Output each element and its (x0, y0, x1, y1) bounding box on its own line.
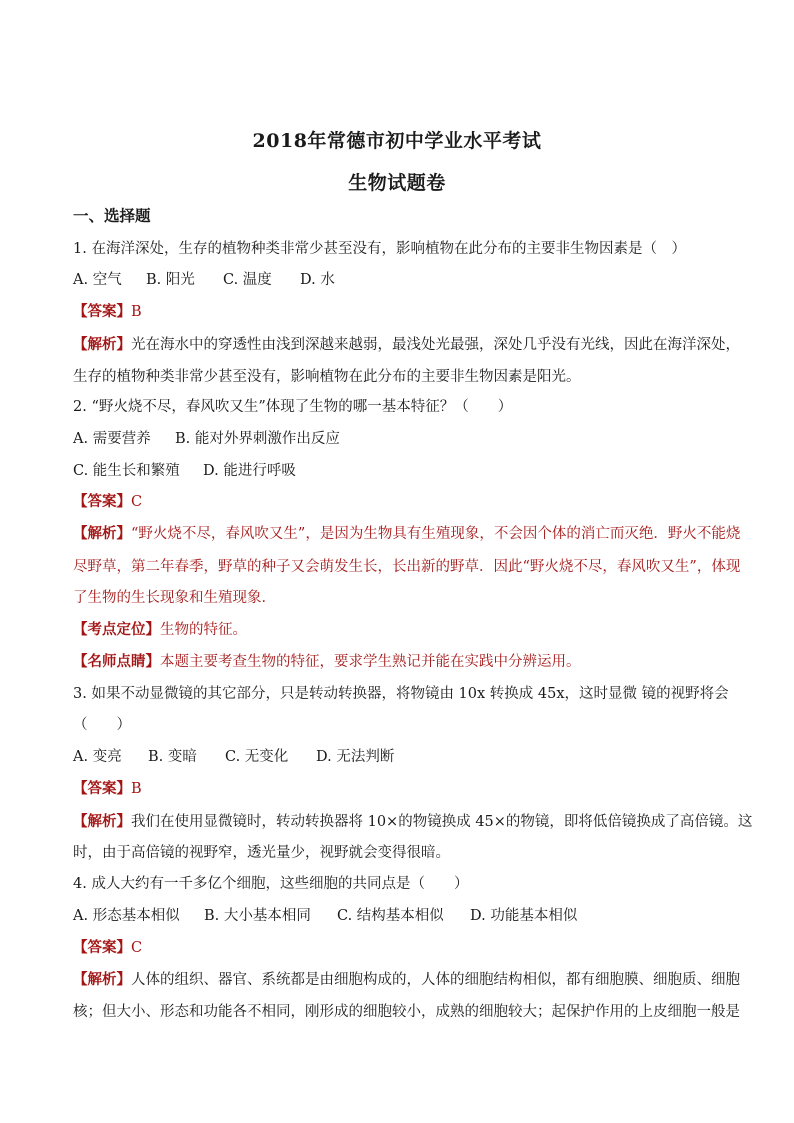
q1-option-c: C. 温度 (223, 272, 272, 288)
q3-options (73, 747, 733, 767)
q2-option-c: C. 能生长和繁殖 (73, 463, 180, 479)
q3-stem-line-1: 3. 如果不动显微镜的其它部分，只是转动转换器，将物镜由 10x 转换成 45x，这时显微 镜的视野将会 (73, 686, 729, 702)
q1-option-d: D. 水 (300, 272, 335, 288)
q2-mingshi (73, 652, 733, 672)
q2-stem: 2. “野火烧不尽，春风吹又生”体现了生物的哪一基本特征？（ ） (73, 399, 513, 415)
q3-option-a: A. 变亮 (73, 749, 122, 765)
q1-option-b: B. 阳光 (146, 272, 195, 288)
q3-option-b: B. 变暗 (148, 749, 197, 765)
q4-analysis-text-1: 人体的组织、器官、系统都是由细胞构成的，人体的细胞结构相似，都有细胞膜、细胞质、细胞 (131, 972, 740, 988)
q2-kaodian-text: 生物的特征。 (160, 622, 247, 638)
answer-label: 【答案】 (73, 303, 131, 320)
q2-analysis-line-3: 了生物的生长现象和生殖现象． (73, 590, 276, 606)
q2-options-row-2 (73, 461, 733, 481)
q3-analysis-text-1: 我们在使用显微镜时，转动转换器将 10×的物镜换成 45×的物镜，即将低倍镜换成了高倍镜。这 (131, 814, 753, 830)
q2-answer-value: C (131, 494, 143, 510)
q4-option-d: D. 功能基本相似 (470, 908, 578, 924)
q3-answer-value: B (131, 781, 142, 797)
q1-options (73, 270, 733, 290)
q2-answer (73, 492, 733, 512)
q2-analysis-text-1: “野火烧不尽，春风吹又生”，是因为生物具有生殖现象，不会因个体的消亡而灭绝．野火不能烧 (131, 526, 741, 542)
q4-analysis-line-1 (73, 970, 740, 990)
kaodian-label: 【考点定位】 (73, 621, 160, 638)
q4-answer (73, 938, 733, 958)
q2-option-b: B. 能对外界刺激作出反应 (175, 431, 340, 447)
q2-analysis-line-1 (73, 524, 741, 544)
page-title: 2018年常德市初中学业水平考试 (252, 130, 542, 152)
q4-options (73, 906, 733, 926)
page-subtitle: 生物试题卷 (348, 172, 446, 194)
mingshi-label: 【名师点睛】 (73, 653, 160, 670)
q1-answer (73, 302, 733, 322)
answer-label: 【答案】 (73, 493, 131, 510)
q3-option-d: D. 无法判断 (316, 749, 395, 765)
q1-analysis-text-1: 光在海水中的穿透性由浅到深越来越弱，最浅处光最强，深处几乎没有光线，因此在海洋深处， (131, 337, 740, 353)
q4-option-c: C. 结构基本相似 (337, 908, 444, 924)
q1-answer-value: B (131, 304, 142, 320)
q3-option-c: C. 无变化 (225, 749, 289, 765)
q4-option-a: A. 形态基本相似 (73, 908, 180, 924)
analysis-label: 【解析】 (73, 971, 131, 988)
q4-answer-value: C (131, 940, 143, 956)
q3-answer (73, 779, 733, 799)
analysis-label: 【解析】 (73, 336, 131, 353)
analysis-label: 【解析】 (73, 813, 131, 830)
q4-analysis-line-2: 核；但大小、形态和功能各不相同，刚形成的细胞较小，成熟的细胞较大；起保护作用的上皮细胞一般是 (73, 1004, 740, 1020)
q1-option-a: A. 空气 (73, 272, 122, 288)
q3-analysis-line-2: 时，由于高倍镜的视野窄，透光量少，视野就会变得很暗。 (73, 845, 450, 861)
q2-option-d: D. 能进行呼吸 (203, 463, 296, 479)
q2-analysis-line-2: 尽野草，第二年春季，野草的种子又会萌发生长，长出新的野草．因此“野火烧不尽，春风吹又生”，体现 (73, 559, 741, 575)
q1-analysis-line-2: 生存的植物种类非常少甚至没有，影响植物在此分布的主要非生物因素是阳光。 (73, 369, 581, 385)
answer-label: 【答案】 (73, 780, 131, 797)
q4-stem: 4. 成人大约有一千多亿个细胞，这些细胞的共同点是（ ） (73, 876, 469, 892)
q4-option-b: B. 大小基本相同 (204, 908, 311, 924)
answer-label: 【答案】 (73, 939, 131, 956)
q3-analysis-line-1 (73, 812, 753, 832)
q2-kaodian (73, 620, 733, 640)
q2-options-row-1 (73, 429, 733, 449)
q3-stem-line-2: （ ） (73, 717, 131, 733)
section-heading: 一、选择题 (73, 206, 151, 225)
q1-stem: 1. 在海洋深处，生存的植物种类非常少甚至没有，影响植物在此分布的主要非生物因素是（ ） (73, 241, 686, 257)
q1-analysis-line-1 (73, 335, 740, 355)
q2-option-a: A. 需要营养 (73, 431, 151, 447)
analysis-label: 【解析】 (73, 525, 131, 542)
q2-mingshi-text: 本题主要考查生物的特征，要求学生熟记并能在实践中分辨运用。 (160, 654, 581, 670)
